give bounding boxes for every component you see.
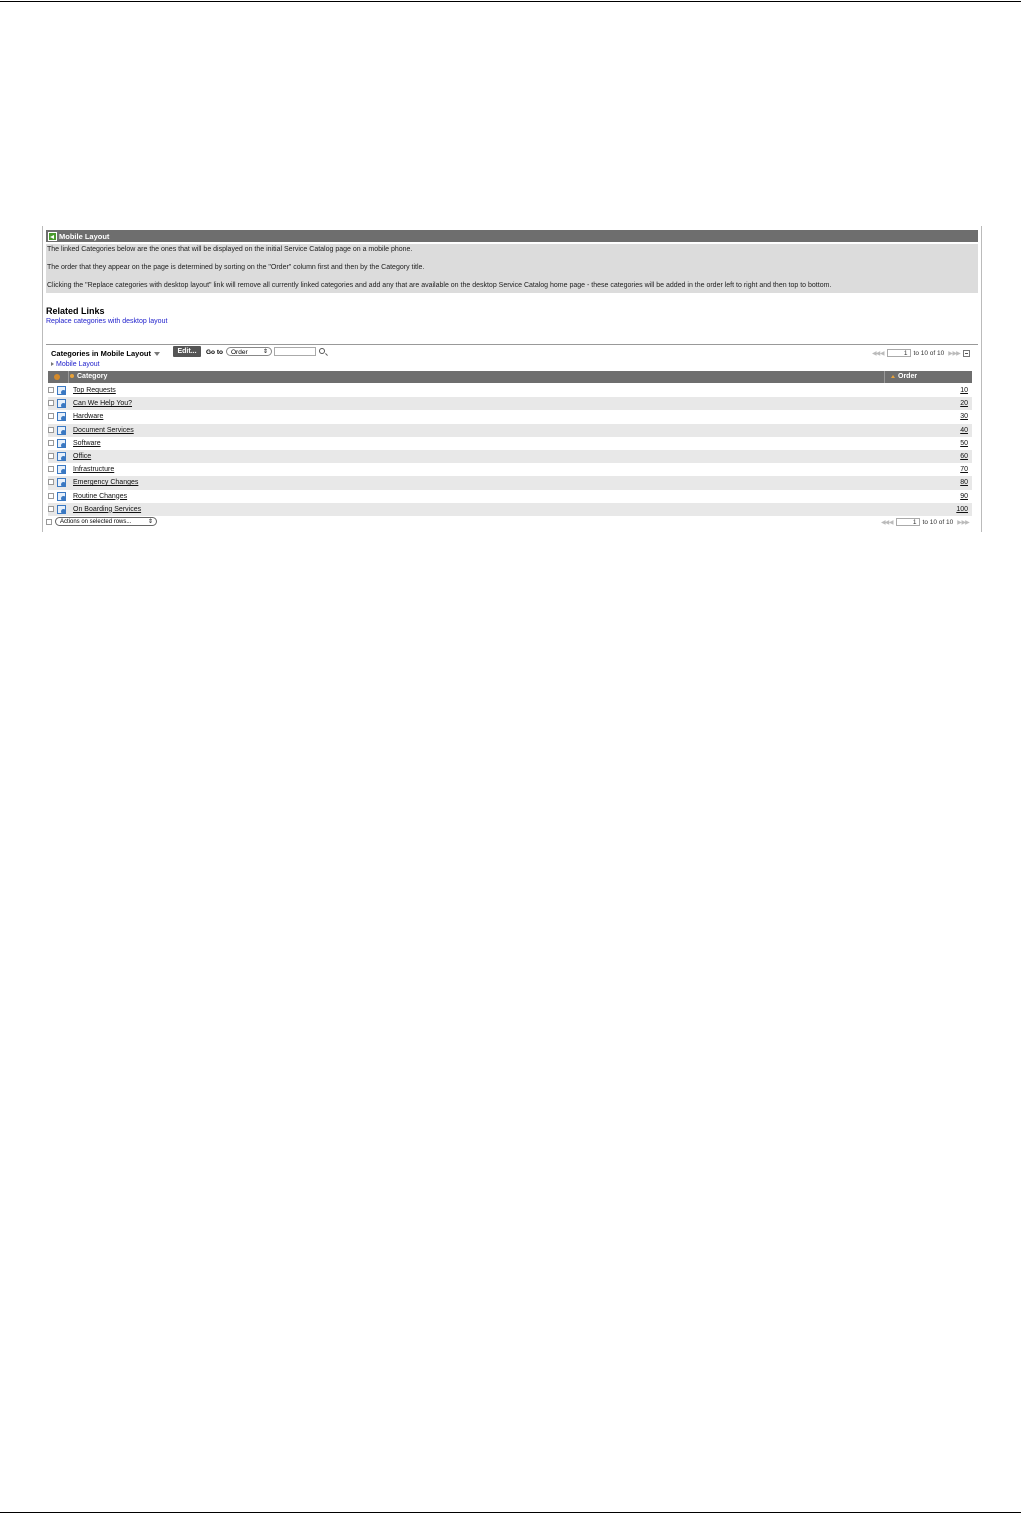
order-link[interactable]: 70 bbox=[960, 466, 968, 474]
info-line-3: Clicking the "Replace categories with desktop layout" link will remove all currently linked categories and add any that are available on the desktop Service Catalog home page - these categories will be added in the order left to right and then top to bottom. bbox=[47, 282, 832, 289]
table-row bbox=[48, 476, 972, 489]
order-link[interactable]: 60 bbox=[960, 452, 968, 460]
table-row bbox=[48, 384, 972, 397]
page-bottom-rule bbox=[0, 1512, 1021, 1513]
actions-select-label: Actions on selected rows... bbox=[60, 519, 132, 525]
order-link[interactable]: 90 bbox=[960, 492, 968, 500]
breadcrumb[interactable] bbox=[51, 361, 100, 368]
first-prev-page-icon[interactable]: ◀◀ ◀ bbox=[872, 350, 884, 357]
category-link[interactable]: Routine Changes bbox=[73, 492, 128, 500]
row-checkbox[interactable] bbox=[48, 427, 54, 433]
panel-title: Mobile Layout bbox=[59, 231, 110, 241]
list-title-menu[interactable] bbox=[51, 349, 160, 358]
category-record-icon[interactable] bbox=[57, 492, 66, 501]
column-header-category[interactable] bbox=[70, 373, 107, 380]
category-link[interactable]: Top Requests bbox=[73, 387, 116, 394]
related-links-heading: Related Links bbox=[46, 306, 105, 316]
page-range-text: to 10 of 10 bbox=[913, 349, 945, 357]
goto-field-select[interactable] bbox=[226, 347, 272, 356]
order-link[interactable]: 10 bbox=[960, 387, 968, 394]
back-arrow-icon[interactable] bbox=[48, 232, 57, 241]
row-checkbox[interactable] bbox=[48, 400, 54, 406]
row-checkbox[interactable] bbox=[48, 453, 54, 459]
order-link[interactable]: 20 bbox=[960, 400, 968, 408]
category-record-icon[interactable] bbox=[57, 452, 66, 461]
goto-selected-value: Order bbox=[231, 349, 248, 356]
info-line-2: The order that they appear on the page is determined by sorting on the "Order" column first and then by the Category title. bbox=[47, 264, 425, 271]
column-header-order-label: Order bbox=[898, 373, 918, 380]
category-record-icon[interactable] bbox=[57, 439, 66, 448]
first-prev-page-icon[interactable]: ◀◀ ◀ bbox=[881, 519, 893, 526]
order-link[interactable]: 40 bbox=[960, 426, 968, 434]
row-checkbox[interactable] bbox=[48, 440, 54, 446]
page-number-input[interactable]: 1 bbox=[887, 349, 911, 357]
next-last-page-icon[interactable]: ▶ ▶▶ bbox=[957, 519, 969, 526]
category-record-icon[interactable] bbox=[57, 465, 66, 474]
column-header-order[interactable] bbox=[884, 371, 971, 383]
search-icon[interactable] bbox=[319, 348, 325, 354]
top-pager bbox=[872, 349, 970, 357]
goto-search-input[interactable] bbox=[274, 347, 316, 356]
list-header bbox=[46, 346, 978, 359]
edit-button[interactable]: Edit... bbox=[173, 346, 201, 357]
table-row bbox=[48, 490, 972, 503]
category-link[interactable]: Can We Help You? bbox=[73, 400, 133, 408]
gear-icon bbox=[54, 374, 60, 380]
page-top-rule bbox=[0, 1, 1021, 2]
category-record-icon[interactable] bbox=[57, 386, 66, 395]
category-record-icon[interactable] bbox=[57, 399, 66, 408]
column-header-category-label: Category bbox=[77, 373, 108, 380]
mobile-layout-screenshot bbox=[42, 226, 982, 532]
category-link[interactable]: Infrastructure bbox=[73, 466, 115, 474]
column-menu-icon bbox=[70, 374, 74, 378]
table-row bbox=[48, 503, 972, 516]
list-divider bbox=[46, 344, 978, 345]
next-last-page-icon[interactable]: ▶ ▶▶ bbox=[948, 350, 960, 357]
category-link[interactable]: Hardware bbox=[73, 413, 104, 421]
order-link[interactable]: 30 bbox=[960, 413, 968, 421]
breadcrumb-label: Mobile Layout bbox=[56, 361, 100, 368]
category-link[interactable]: Emergency Changes bbox=[73, 479, 139, 487]
replace-categories-link[interactable]: Replace categories with desktop layout bbox=[46, 318, 168, 325]
column-header-row bbox=[48, 371, 972, 383]
table-row bbox=[48, 450, 972, 463]
list-footer bbox=[46, 517, 978, 529]
table-body bbox=[48, 384, 972, 516]
category-record-icon[interactable] bbox=[57, 426, 66, 435]
row-checkbox[interactable] bbox=[48, 493, 54, 499]
table-row bbox=[48, 437, 972, 450]
select-arrows-icon: ⇕ bbox=[262, 349, 268, 355]
table-row bbox=[48, 463, 972, 476]
page-number-input[interactable]: 1 bbox=[896, 518, 920, 526]
actions-select[interactable] bbox=[55, 517, 157, 526]
order-link[interactable]: 100 bbox=[956, 505, 968, 513]
category-record-icon[interactable] bbox=[57, 412, 66, 421]
breadcrumb-arrow-icon bbox=[51, 362, 54, 366]
category-record-icon[interactable] bbox=[57, 478, 66, 487]
select-arrows-icon: ⇕ bbox=[147, 519, 153, 525]
info-line-1: The linked Categories below are the ones that will be displayed on the initial Service Catalog page on a mobile phone. bbox=[47, 246, 413, 253]
row-checkbox[interactable] bbox=[48, 479, 54, 485]
page-range-text: to 10 of 10 bbox=[922, 518, 954, 526]
row-checkbox[interactable] bbox=[48, 387, 54, 393]
order-link[interactable]: 80 bbox=[960, 479, 968, 487]
row-checkbox[interactable] bbox=[48, 506, 54, 512]
panel-title-bar bbox=[46, 230, 978, 242]
list-title: Categories in Mobile Layout bbox=[51, 349, 152, 358]
info-box bbox=[46, 244, 978, 293]
order-link[interactable]: 50 bbox=[960, 439, 968, 447]
bottom-pager bbox=[881, 518, 969, 526]
table-row bbox=[48, 410, 972, 423]
caret-down-icon bbox=[154, 352, 160, 356]
column-settings[interactable] bbox=[48, 371, 69, 383]
row-checkbox[interactable] bbox=[48, 466, 54, 472]
table-row bbox=[48, 397, 972, 410]
select-all-checkbox[interactable] bbox=[46, 519, 52, 525]
goto-label: Go to bbox=[206, 349, 223, 356]
category-link[interactable]: Office bbox=[73, 452, 92, 460]
category-link[interactable]: Document Services bbox=[73, 426, 134, 434]
category-link[interactable]: On Boarding Services bbox=[73, 505, 142, 513]
category-record-icon[interactable] bbox=[57, 505, 66, 514]
category-link[interactable]: Software bbox=[73, 439, 101, 447]
row-checkbox[interactable] bbox=[48, 413, 54, 419]
collapse-list-icon[interactable] bbox=[963, 350, 970, 357]
table-row bbox=[48, 424, 972, 437]
sort-ascending-icon bbox=[891, 375, 895, 378]
